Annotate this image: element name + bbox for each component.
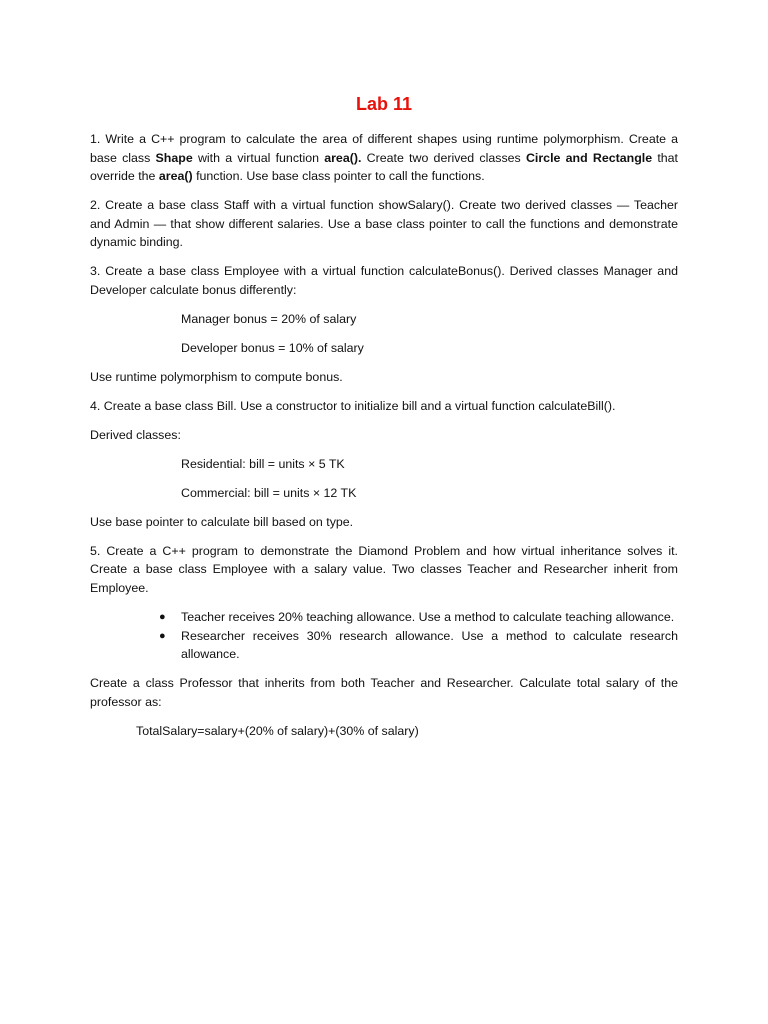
commercial-bill-line: Commercial: bill = units × 12 TK bbox=[181, 485, 357, 500]
question-4-footer: Use base pointer to calculate bill based on type. bbox=[90, 514, 354, 529]
lab-body bbox=[90, 130, 678, 751]
developer-bonus-line: Developer bonus = 10% of salary bbox=[181, 340, 364, 355]
list-item-text: Researcher receives 30% research allowance. Use a method to calculate research allowance. bbox=[181, 628, 678, 662]
manager-bonus-line: Manager bonus = 20% of salary bbox=[181, 311, 357, 326]
q1-text: Create two derived classes bbox=[361, 150, 526, 165]
bullet-icon: ● bbox=[159, 629, 166, 642]
list-item bbox=[159, 608, 678, 627]
question-1 bbox=[90, 130, 678, 186]
q1-shape-keyword: Shape bbox=[155, 150, 193, 165]
total-salary-formula: TotalSalary=salary+(20% of salary)+(30% of salary) bbox=[136, 723, 419, 738]
list-item bbox=[159, 627, 678, 664]
question-2: 2. Create a base class Staff with a virtual function showSalary(). Create two derived classes — Teacher and Admin — that show different salaries. Use a base class pointer to call the functions and demonstrate dynamic binding. bbox=[90, 198, 678, 250]
q1-area-keyword: area(). bbox=[324, 150, 362, 165]
question-3: 3. Create a base class Employee with a virtual function calculateBonus(). Derived classes Manager and Developer calculate bonus differently: bbox=[90, 264, 678, 297]
q1-area-function-keyword: area() bbox=[158, 169, 193, 184]
professor-paragraph: Create a class Professor that inherits from both Teacher and Researcher. Calculate total salary of the professor as: bbox=[90, 676, 678, 709]
q1-text: 1. Write a C++ program to calculate the area of different shapes using runtime polymorphism. Create a base class bbox=[90, 132, 678, 165]
list-item-text: Teacher receives 20% teaching allowance. Use a method to calculate teaching allowance. bbox=[181, 609, 675, 624]
page-title: Lab 11 bbox=[355, 94, 413, 114]
q1-classes-keyword: Circle and Rectangle bbox=[525, 150, 653, 165]
q1-text: that override the bbox=[90, 150, 678, 184]
derived-classes-heading: Derived classes: bbox=[90, 427, 181, 442]
allowance-list bbox=[90, 608, 678, 664]
question-3-footer: Use runtime polymorphism to compute bonus. bbox=[90, 369, 343, 384]
q1-text: function. Use base class pointer to call the functions. bbox=[192, 169, 485, 184]
question-5: 5. Create a C++ program to demonstrate the Diamond Problem and how virtual inheritance solves it. Create a base class Employee with a salary value. Two classes Teacher and Researcher inherit from Employee. bbox=[90, 543, 678, 595]
residential-bill-line: Residential: bill = units × 5 TK bbox=[181, 456, 345, 471]
question-4: 4. Create a base class Bill. Use a constructor to initialize bill and a virtual function calculateBill(). bbox=[90, 398, 616, 413]
q1-text: with a virtual function bbox=[192, 150, 325, 165]
bullet-icon: ● bbox=[159, 610, 166, 623]
